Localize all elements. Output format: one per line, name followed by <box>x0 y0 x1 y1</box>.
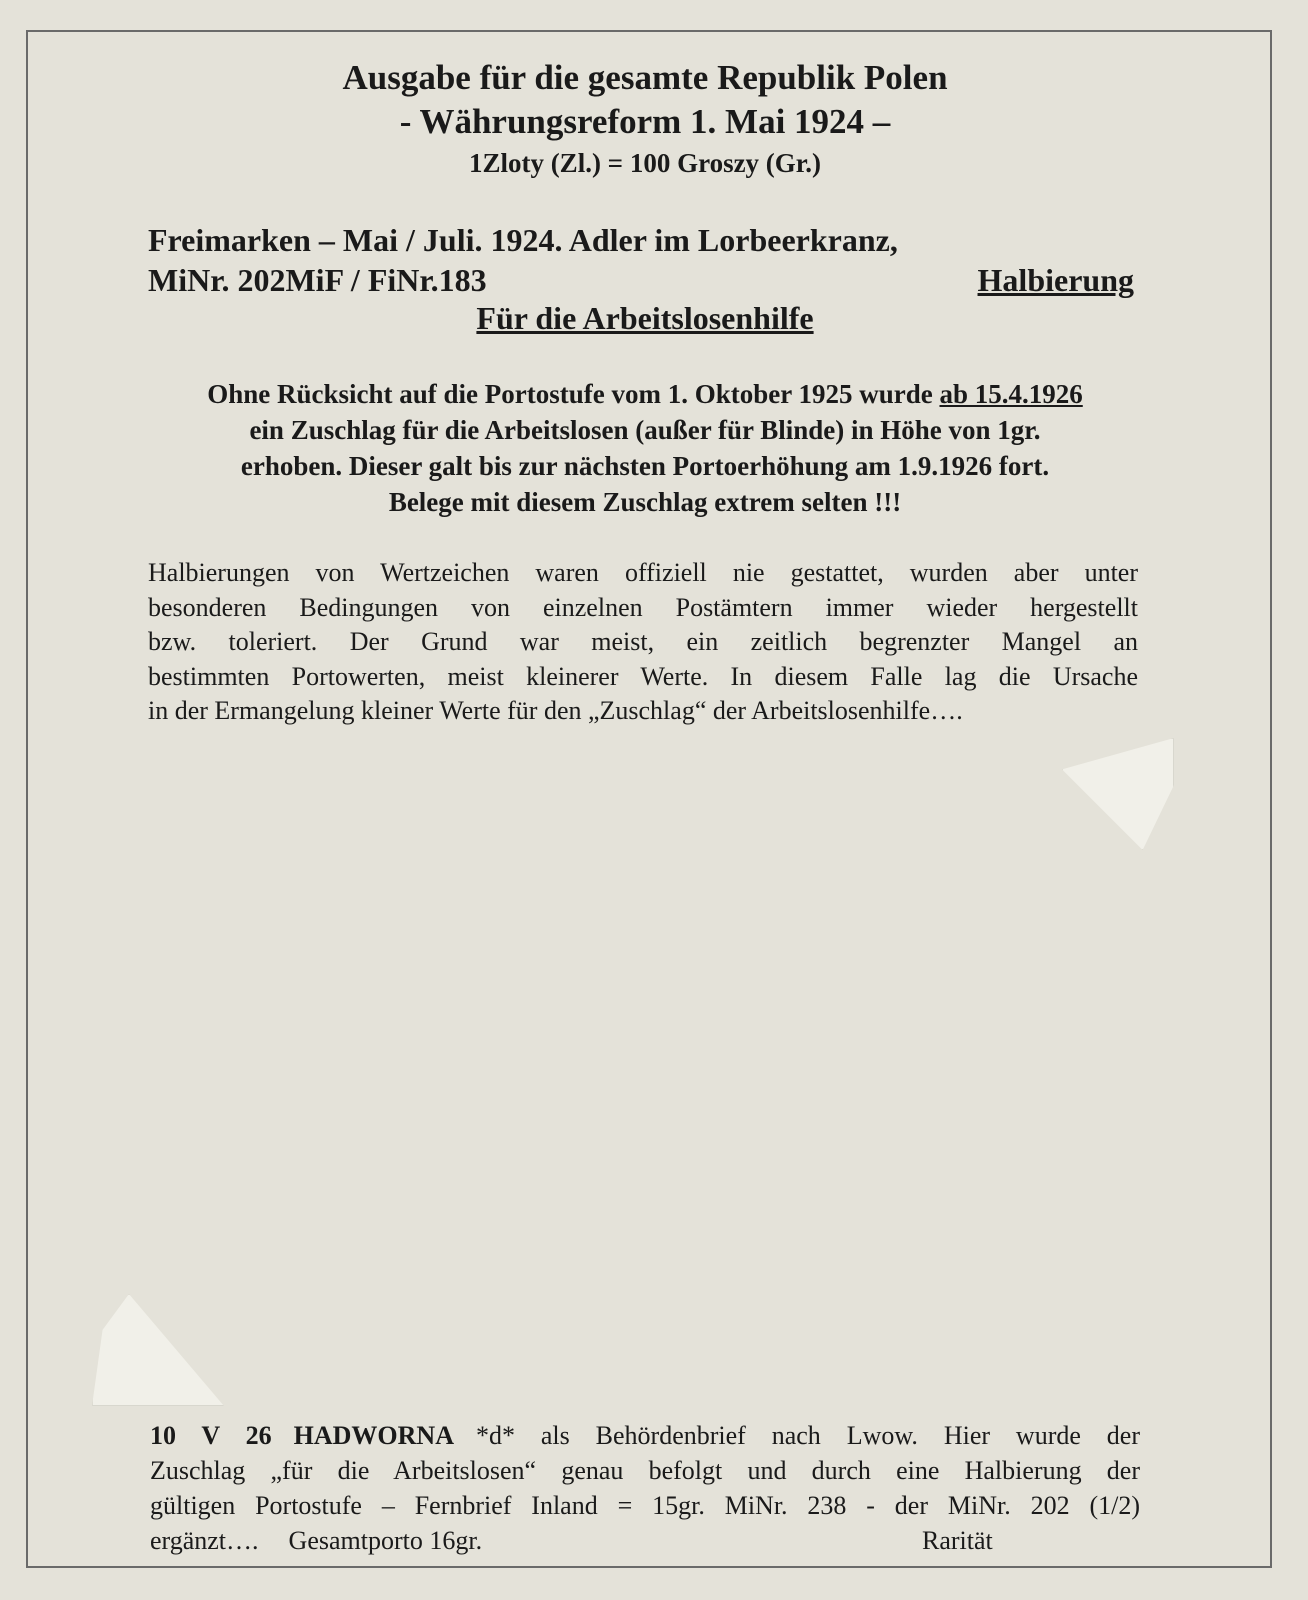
rarity-label: Rarität <box>922 1526 993 1555</box>
cover-line: 10 V 26 HADWORNA *d* als Behördenbrief nach Lwow. Hier wurde der <box>150 1421 1140 1450</box>
cancel-place: HADWORNA <box>293 1421 454 1450</box>
section-title: Freimarken – Mai / Juli. 1924. Adler im Lorbeerkranz, <box>148 222 898 258</box>
page-title: Ausgabe für die gesamte Republik Polen <box>342 58 948 97</box>
cover-line: gültigen Portostufe – Fernbrief Inland = 15gr. MiNr. 238 - der MiNr. 202 (1/2) <box>150 1491 1140 1520</box>
notice-line: erhoben. Dieser galt bis zur nächsten Portoerhöhung am 1.9.1926 fort. <box>240 451 1050 481</box>
notice-block <box>40 376 1250 520</box>
paragraph-line: Halbierungen von Wertzeichen waren offiziell nie gestattet, wurden aber unter <box>148 558 1138 587</box>
paragraph-line: bestimmten Portowerten, meist kleinerer Werte. In diesem Falle lag die Ursache <box>148 661 1138 691</box>
cover-line: Zuschlag „für die Arbeitslosen“ genau befolgt und durch eine Halbierung der <box>150 1456 1140 1485</box>
paragraph-line: bzw. toleriert. Der Grund war meist, ein zeitlich begrenzter Mangel an <box>148 627 1138 656</box>
notice-date-underlined: ab 15.4.1926 <box>939 379 1083 409</box>
paragraph-line: besonderen Bedingungen von einzelnen Postämtern immer wieder hergestellt <box>148 592 1138 622</box>
cover-description <box>150 1418 1140 1558</box>
total-postage: Gesamtporto 16gr. <box>288 1526 483 1555</box>
notice-line: ein Zuschlag für die Arbeitslosen (außer für Blinde) in Höhe von 1gr. <box>249 415 1041 445</box>
currency-note: 1Zloty (Zl.) = 100 Groszy (Gr.) <box>468 148 822 178</box>
description-paragraph <box>148 556 1138 729</box>
notice-line: Belege mit diesem Zuschlag extrem selten !!! <box>388 487 902 517</box>
paragraph-line: in der Ermangelung kleiner Werte für den „Zuschlag“ der Arbeitslosenhilfe…. <box>148 696 963 725</box>
cover-line: ergänzt…. Gesamtporto 16gr. Rarität <box>150 1523 1140 1558</box>
catalog-number: MiNr. 202MiF / FiNr.183 <box>148 262 487 298</box>
page-subtitle: - Währungsreform 1. Mai 1924 – <box>399 102 891 141</box>
cancel-date: 10 V 26 <box>150 1421 272 1450</box>
halbierung-label: Halbierung <box>977 262 1134 298</box>
section-subtitle: Für die Arbeitslosenhilfe <box>476 300 814 336</box>
catalog-line <box>148 260 1138 300</box>
notice-line: Ohne Rücksicht auf die Portostufe vom 1. Oktober 1925 wurde ab 15.4.1926 <box>207 379 1083 409</box>
